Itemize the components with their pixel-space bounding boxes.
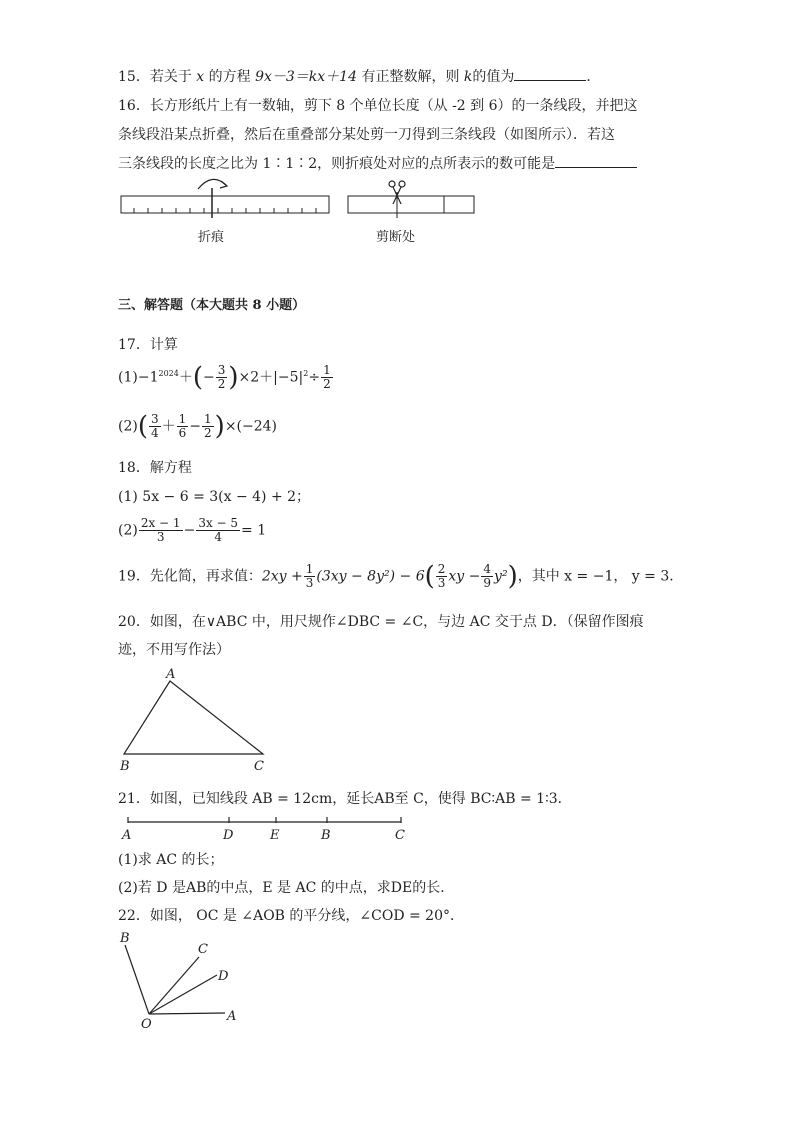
text: ×(−24) <box>224 418 278 435</box>
question-16-line1: 16．长方形纸片上有一数轴，剪下 8 个单位长度（从 -2 到 6）的一条线段，并把这 <box>118 98 638 114</box>
label-D: D <box>218 969 229 984</box>
fold-figure <box>118 174 483 244</box>
exponent: 2 <box>303 368 309 378</box>
part-label: (2) <box>118 418 138 435</box>
answer-blank[interactable] <box>555 153 637 168</box>
segment-figure <box>118 813 418 843</box>
fraction <box>436 563 448 590</box>
label-O: O <box>141 1017 152 1032</box>
question-21-part1: (1)求 AC 的长； <box>118 852 224 868</box>
text: 三条线段的长度之比为 1∶1∶2，则折痕处对应的点所表示的数可能是 <box>118 156 556 172</box>
question-16-line3 <box>118 153 637 173</box>
text: ＋ <box>178 369 193 386</box>
answer-blank[interactable] <box>514 66 586 81</box>
question-20-line2: 迹，不用写作法） <box>118 642 230 658</box>
var-x: x <box>196 69 205 85</box>
right-paren: ) <box>507 561 518 592</box>
label-D: D <box>223 828 234 843</box>
equation: 9x－3＝kx＋14 <box>255 69 357 85</box>
denominator: 2 <box>204 426 212 440</box>
fraction <box>196 517 240 544</box>
denominator: 9 <box>483 576 492 590</box>
text: − <box>203 369 215 386</box>
label-B: B <box>120 759 130 774</box>
left-paren: ( <box>424 561 435 592</box>
var-k: k <box>463 69 473 85</box>
text: − <box>189 418 202 435</box>
label-E: E <box>270 828 280 843</box>
label-fold: 折痕 <box>198 230 225 245</box>
fraction <box>304 563 316 590</box>
question-21-part2: (2)若 D 是AB的中点，E 是 AC 的中点，求DE的长． <box>118 880 455 896</box>
fraction <box>321 364 333 391</box>
right-paren: ) <box>228 362 239 393</box>
text: ×2＋|−5| <box>238 369 304 386</box>
expr: 2xy + <box>261 568 303 585</box>
angle-figure <box>115 927 255 1032</box>
left-paren: ( <box>137 411 148 442</box>
triangle-figure <box>118 665 278 780</box>
question-20-line1: 20．如图，在∨ABC 中，用尺规作∠DBC = ∠C，与边 AC 交于点 D．（保留作图痕 <box>118 614 644 630</box>
exponent: 2024 <box>158 368 179 378</box>
numerator: 1 <box>204 412 212 426</box>
denominator: 2 <box>323 377 331 391</box>
right-paren: ) <box>214 411 225 442</box>
text: 19．先化简，再求值： <box>118 568 262 585</box>
denominator: 3 <box>437 576 446 590</box>
question-17-part2 <box>118 413 277 440</box>
text: 的值为 <box>472 69 515 85</box>
denominator: 3 <box>156 530 165 544</box>
label-C: C <box>254 759 264 774</box>
part-label: (2) <box>118 522 138 539</box>
fraction <box>216 364 228 391</box>
label-cut: 剪断处 <box>376 230 416 245</box>
folded-strip <box>348 196 474 213</box>
question-18-part2 <box>118 517 266 544</box>
question-17-title: 17．计算 <box>118 337 178 353</box>
numerator: 1 <box>323 363 331 377</box>
question-18-part1: (1) 5x − 6 = 3(x − 4) + 2； <box>118 489 311 505</box>
numerator: 2 <box>437 562 446 576</box>
arrowhead-icon <box>220 181 227 188</box>
question-17-part1 <box>118 364 334 391</box>
question-number: 15． <box>118 69 150 85</box>
numerator: 3 <box>217 363 226 377</box>
expr: xy − <box>448 568 481 585</box>
triangle-abc <box>124 681 263 754</box>
label-B: B <box>321 828 331 843</box>
label-A: A <box>166 667 176 682</box>
ruler-ticks <box>134 208 316 213</box>
left-paren: ( <box>192 362 203 393</box>
text: −1 <box>137 369 159 386</box>
denominator: 4 <box>151 426 159 440</box>
angle-rays <box>125 945 225 1014</box>
denominator: 3 <box>305 576 314 590</box>
question-18-title: 18．解方程 <box>118 460 192 476</box>
fraction <box>139 517 183 544</box>
numerator: 3 <box>151 412 159 426</box>
text: − <box>183 522 196 539</box>
paper-strip <box>121 196 329 213</box>
label-C: C <box>395 828 405 843</box>
label-A: A <box>122 828 132 843</box>
expr: (3xy − 8y²) − 6 <box>316 568 425 585</box>
numerator: 3x − 5 <box>198 516 239 530</box>
text: ＋ <box>161 418 176 435</box>
section-title: 三、解答题（本大题共 8 小题） <box>118 298 306 313</box>
denominator: 2 <box>217 377 226 391</box>
question-19 <box>118 563 683 590</box>
text: 有正整数解，则 <box>361 69 460 85</box>
fraction <box>177 413 189 440</box>
text: ． <box>586 69 601 85</box>
text: 的方程 <box>208 69 251 85</box>
question-22-line1: 22．如图， OC 是 ∠AOB 的平分线，∠COD = 20°． <box>118 908 465 924</box>
label-A: A <box>227 1009 237 1024</box>
text: 若关于 <box>149 69 192 85</box>
text: = 1 <box>241 522 267 539</box>
label-B: B <box>120 931 130 946</box>
question-21-line1: 21．如图，已知线段 AB = 12cm，延长AB至 C，使得 BC∶AB = 1∶3． <box>118 791 572 807</box>
label-C: C <box>198 942 208 957</box>
fraction <box>481 563 493 590</box>
numerator: 4 <box>483 562 492 576</box>
denominator: 4 <box>214 530 222 544</box>
numerator: 1 <box>305 562 314 576</box>
text: ，其中 x = −1， y = 3． <box>517 568 684 585</box>
part-label: (1) <box>118 369 138 386</box>
numerator: 1 <box>178 412 187 426</box>
fraction <box>202 413 214 440</box>
denominator: 6 <box>178 426 187 440</box>
question-16-line2: 条线段沿某点折叠，然后在重叠部分某处剪一刀得到三条线段（如图所示）．若这 <box>118 127 615 143</box>
expr: y² <box>494 568 508 585</box>
text: ÷ <box>308 369 321 386</box>
question-15 <box>118 66 600 86</box>
numerator: 2x − 1 <box>140 516 181 530</box>
fraction <box>149 413 161 440</box>
